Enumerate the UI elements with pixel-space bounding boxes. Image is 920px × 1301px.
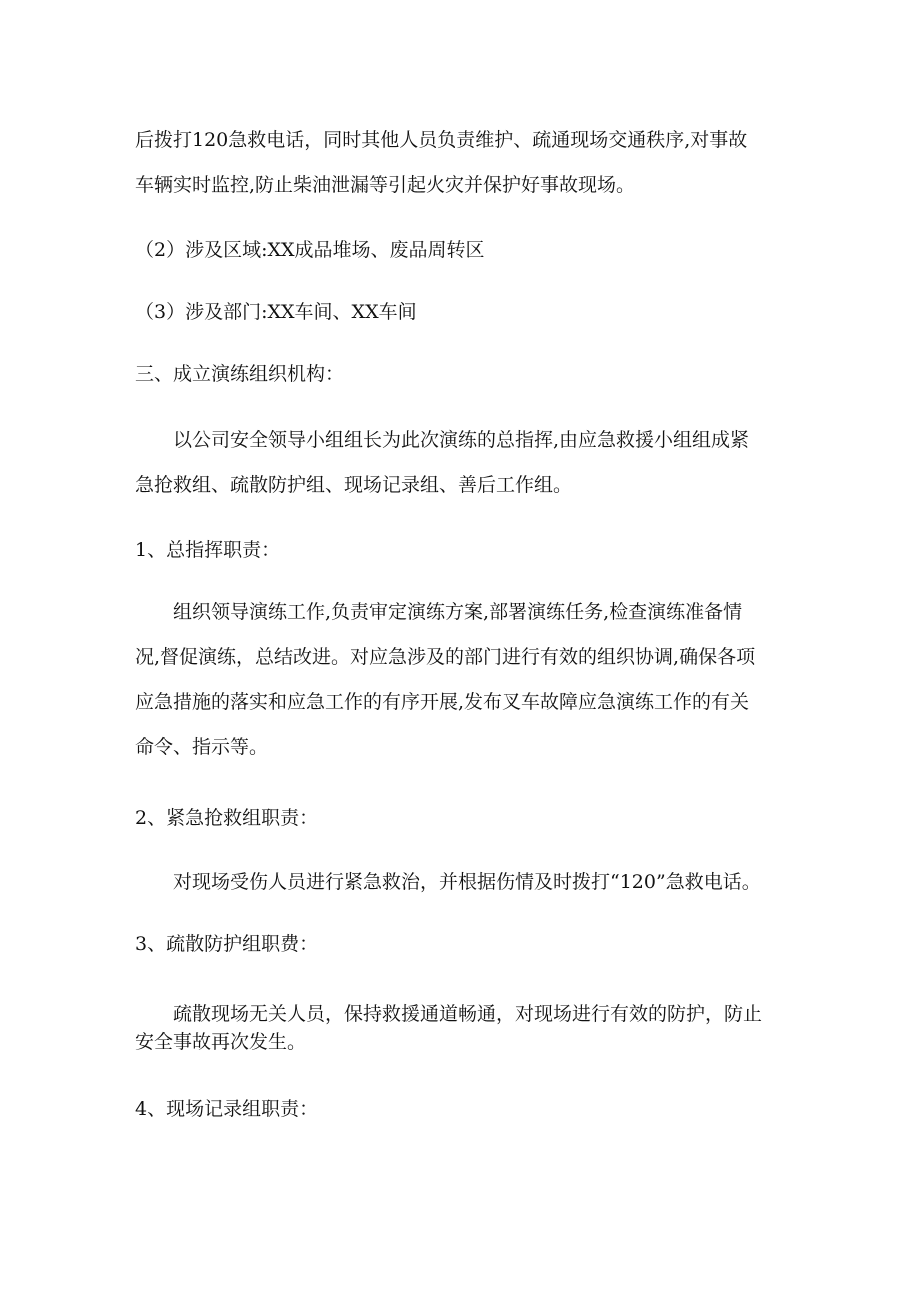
paragraph-evacuation-team-duties xyxy=(135,1000,805,1056)
heading-record-team-duties xyxy=(135,1087,805,1132)
heading-commander-duties xyxy=(135,528,805,573)
text-line: 1、总指挥职责： xyxy=(135,539,281,561)
text-line: 命令、指示等。 xyxy=(135,736,269,758)
text-line: 3、疏散防护组职费： xyxy=(135,933,319,955)
paragraph-rescue-team-duties xyxy=(135,860,805,905)
text-line: 急抢救组、疏散防护组、现场记录组、善后工作组。 xyxy=(135,474,573,496)
heading-evacuation-team-duties xyxy=(135,922,805,967)
text-line: 以公司安全领导小组组长为此次演练的总指挥,由应急救援小组组成紧 xyxy=(173,429,750,451)
text-line: 三、成立演练组织机构： xyxy=(135,363,345,385)
text-line: 后拨打120急救电话，同时其他人员负责维护、疏通现场交通秩序,对事故 xyxy=(135,129,748,151)
paragraph-accident-response xyxy=(135,118,805,208)
section-heading-organization xyxy=(135,352,805,397)
paragraph-organization xyxy=(135,418,805,508)
item-involved-area xyxy=(135,228,805,273)
text-line: 对现场受伤人员进行紧急救治，并根据伤情及时拨打“120”急救电话。 xyxy=(173,871,761,893)
text-line: 组织领导演练工作,负责审定演练方案,部署演练任务,检查演练准备情 xyxy=(173,601,743,623)
text-line: 安全事故再次发生。 xyxy=(135,1031,307,1053)
paragraph-commander-duties xyxy=(135,590,805,770)
text-line: 2、紧急抢救组职责： xyxy=(135,807,319,829)
heading-rescue-team-duties xyxy=(135,796,805,841)
text-line: （3）涉及部门:XX车间、XX车间 xyxy=(135,301,417,323)
item-involved-departments xyxy=(135,290,805,335)
text-line: 况,督促演练，总结改进。对应急涉及的部门进行有效的组织协调,确保各项 xyxy=(135,646,756,668)
text-line: （2）涉及区域:XX成品堆场、废品周转区 xyxy=(135,239,485,261)
text-line: 疏散现场无关人员，保持救援通道畅通，对现场进行有效的防护，防止 xyxy=(173,1003,763,1025)
text-line: 4、现场记录组职责： xyxy=(135,1098,319,1120)
text-line: 应急措施的落实和应急工作的有序开展,发布叉车故障应急演练工作的有关 xyxy=(135,691,750,713)
text-line: 车辆实时监控,防止柴油泄漏等引起火灾并保护好事故现场。 xyxy=(135,174,636,196)
